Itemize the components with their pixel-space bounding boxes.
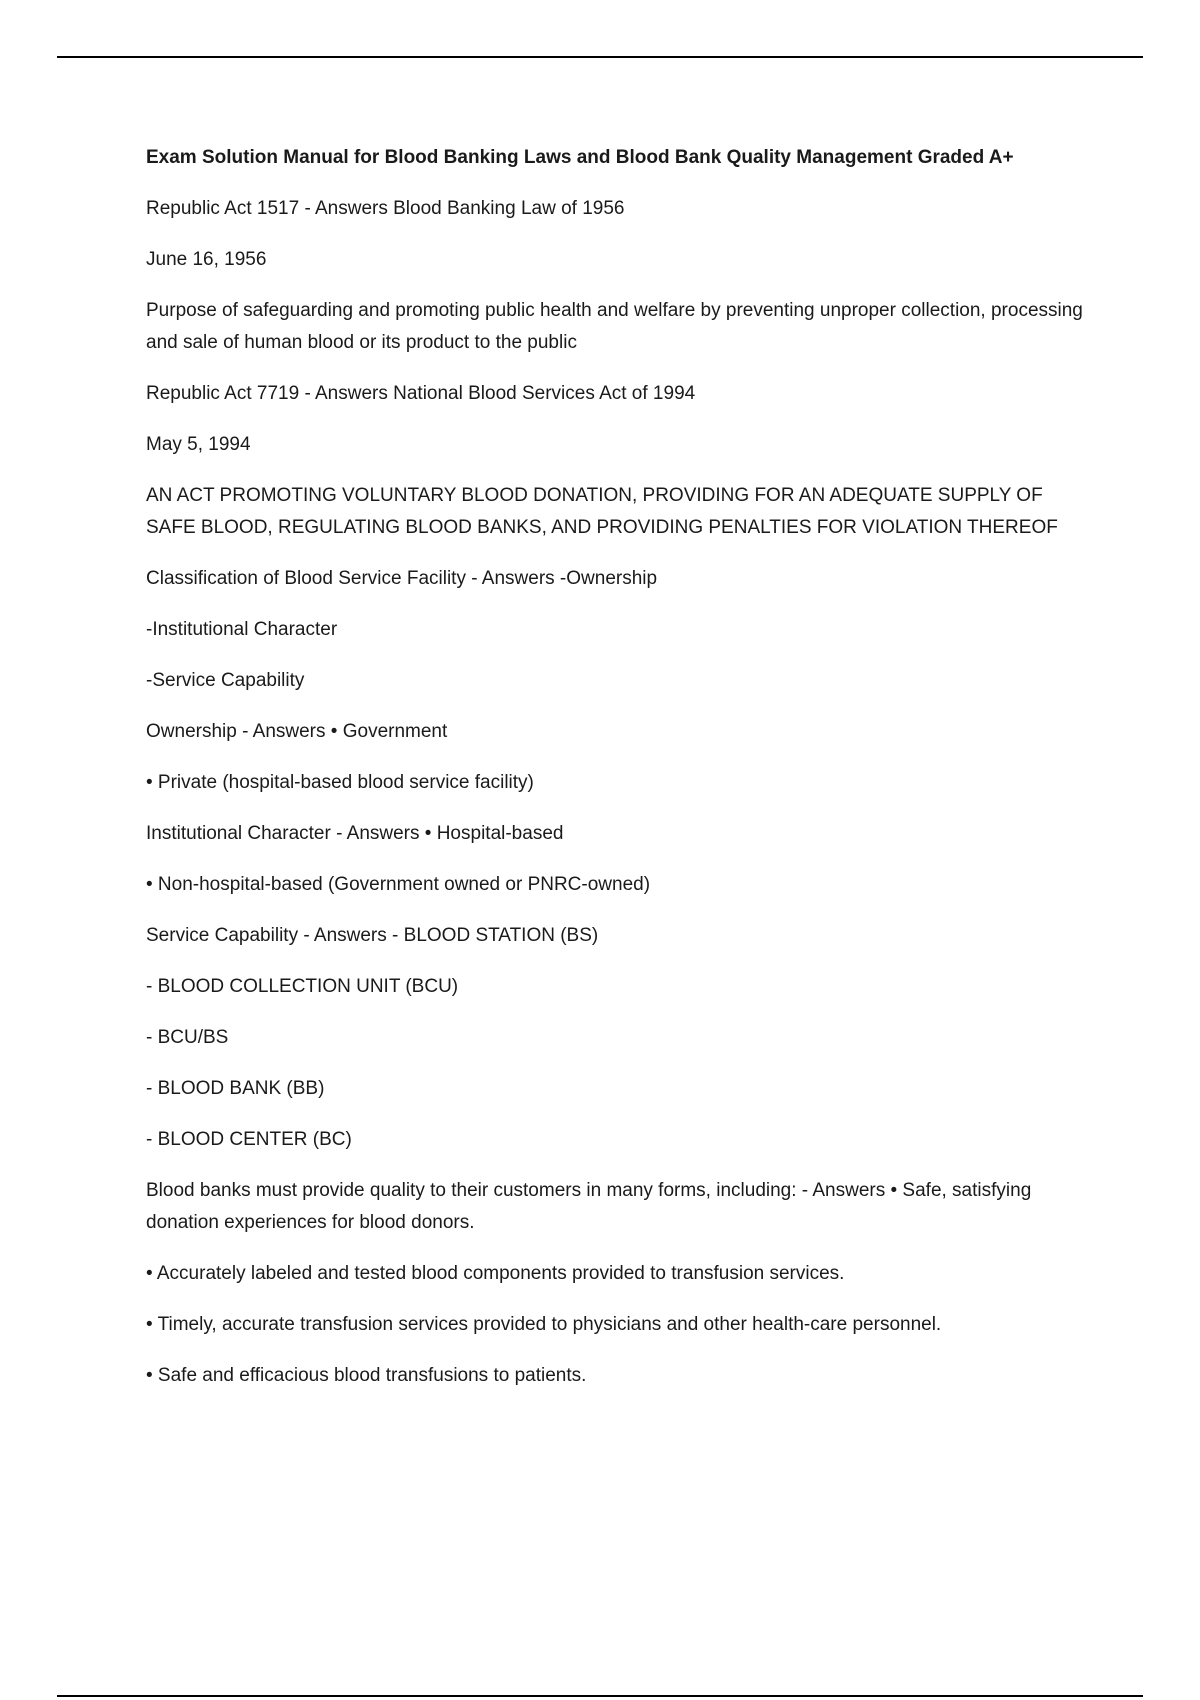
- paragraph: - BLOOD CENTER (BC): [146, 1129, 352, 1150]
- paragraph: Ownership - Answers • Government: [146, 721, 448, 742]
- paragraph: Institutional Character - Answers • Hospital-based: [146, 823, 564, 844]
- paragraph: -Service Capability: [146, 670, 305, 691]
- paragraph: • Accurately labeled and tested blood components provided to transfusion services.: [146, 1263, 845, 1284]
- paragraph: Republic Act 1517 - Answers Blood Banking Law of 1956: [146, 198, 625, 219]
- paragraph: - BCU/BS: [146, 1027, 229, 1048]
- paragraph: Purpose of safeguarding and promoting public health and welfare by preventing unproper collection, processing and sale of human blood or its product to the public: [146, 300, 1083, 353]
- paragraph: • Timely, accurate transfusion services provided to physicians and other health-care personnel.: [146, 1314, 942, 1335]
- paragraph: Service Capability - Answers - BLOOD STATION (BS): [146, 925, 599, 946]
- paragraph: May 5, 1994: [146, 434, 251, 455]
- header-rule: [57, 56, 1143, 58]
- paragraph: -Institutional Character: [146, 619, 338, 640]
- paragraph: - BLOOD COLLECTION UNIT (BCU): [146, 976, 459, 997]
- paragraph: • Private (hospital-based blood service facility): [146, 772, 534, 793]
- paragraph: June 16, 1956: [146, 249, 267, 270]
- footer-rule: [57, 1695, 1143, 1697]
- paragraph: Blood banks must provide quality to their customers in many forms, including: - Answers • Safe, satisfying donation experiences for blood donors.: [146, 1180, 1032, 1233]
- paragraph: - BLOOD BANK (BB): [146, 1078, 325, 1099]
- paragraph: Classification of Blood Service Facility - Answers -Ownership: [146, 568, 658, 589]
- paragraph: • Non-hospital-based (Government owned or PNRC-owned): [146, 874, 651, 895]
- paragraph: AN ACT PROMOTING VOLUNTARY BLOOD DONATION, PROVIDING FOR AN ADEQUATE SUPPLY OF SAFE BLOOD, REGULATING BLOOD BANKS, AND PROVIDING PENALTIES FOR VIOLATION THEREOF: [146, 485, 1058, 538]
- document-title: Exam Solution Manual for Blood Banking Laws and Blood Bank Quality Management Graded A+: [146, 147, 1014, 168]
- paragraph: • Safe and efficacious blood transfusions to patients.: [146, 1365, 587, 1386]
- paragraph: Republic Act 7719 - Answers National Blood Services Act of 1994: [146, 383, 696, 404]
- document-body: [146, 142, 1086, 1411]
